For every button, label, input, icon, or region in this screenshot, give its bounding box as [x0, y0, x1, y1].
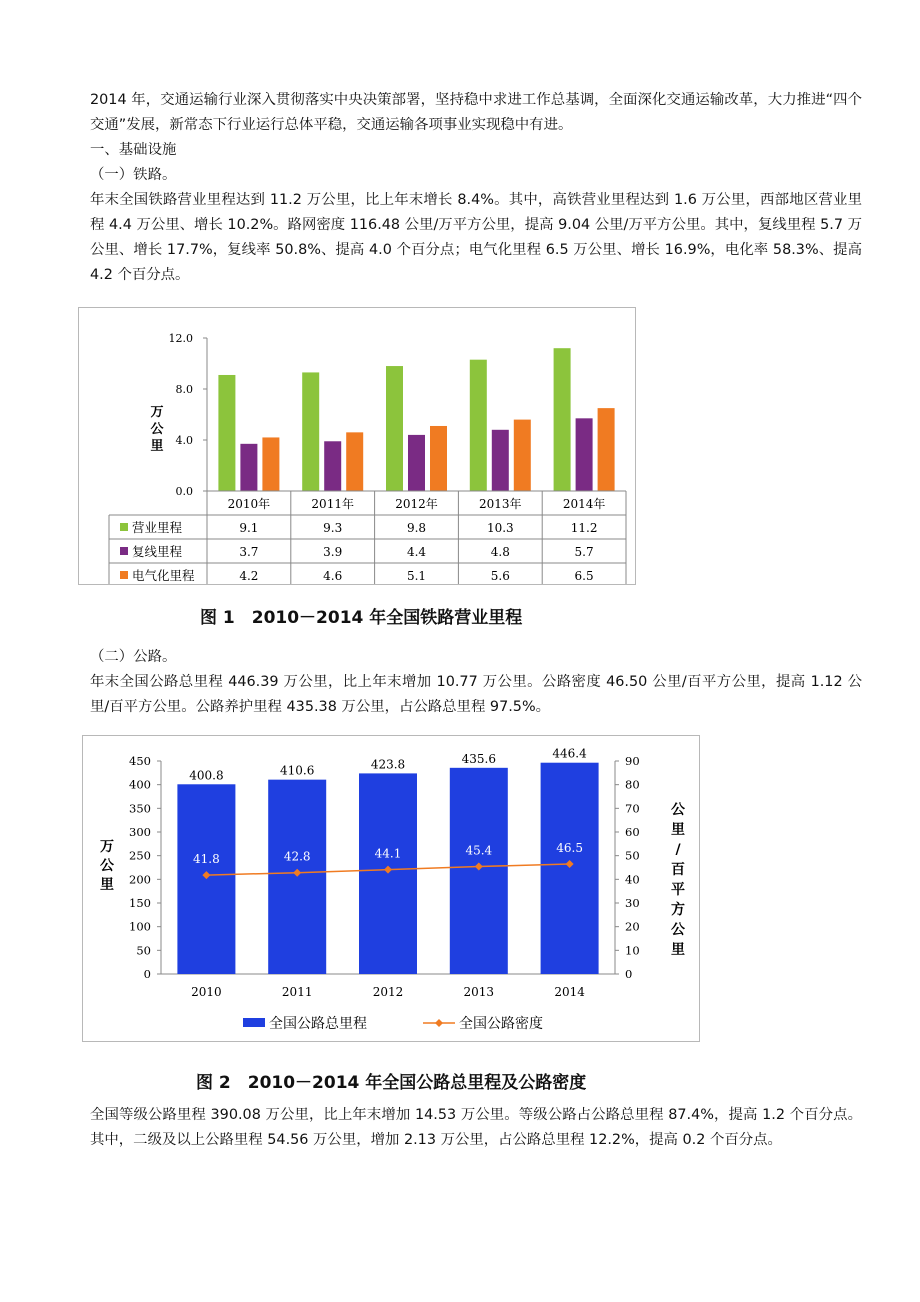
- category-label: 2011: [281, 985, 313, 999]
- bar-highway-total-2013: [450, 768, 508, 974]
- bar-复线里程-2014年: [576, 418, 593, 491]
- table-cell-value: 3.9: [323, 545, 343, 559]
- right-axis-label-char: 里: [671, 822, 685, 838]
- y-tick-label: 0.0: [175, 485, 193, 498]
- right-tick-label: 10: [625, 943, 640, 958]
- left-tick-label: 250: [129, 848, 151, 863]
- right-tick-label: 60: [625, 825, 640, 839]
- right-axis-label-char: /: [675, 842, 681, 858]
- category-label: 2014年: [562, 497, 606, 511]
- left-tick-label: 400: [129, 777, 151, 792]
- left-axis-label-char: 里: [100, 877, 114, 893]
- legend-swatch-电气化里程: [120, 571, 128, 579]
- table-cell-value: 9.1: [239, 521, 259, 535]
- density-data-label: 46.5: [556, 840, 583, 855]
- left-tick-label: 350: [129, 801, 151, 816]
- category-label: 2012: [372, 985, 404, 999]
- legend-label-复线里程: 复线里程: [132, 544, 183, 559]
- bar-复线里程-2012年: [408, 435, 425, 491]
- left-axis-label-char: 公: [100, 858, 114, 874]
- legend-label-highway-total: 全国公路总里程: [269, 1016, 367, 1032]
- y-tick-label: 8.0: [175, 383, 193, 396]
- bar-highway-total-2014: [541, 763, 599, 974]
- bar-复线里程-2011年: [324, 441, 341, 491]
- bar-data-label: 435.6: [461, 751, 496, 766]
- intro-paragraph: 2014 年，交通运输行业深入贯彻落实中央决策部署，坚持稳中求进工作总基调，全面深化交通运输改革，大力推进“四个交通”发展，新常态下行业运行总体平稳，交通运输各项事业实现稳中有进。: [90, 92, 862, 133]
- left-tick-label: 50: [136, 943, 151, 958]
- legend-swatch-复线里程: [120, 547, 128, 555]
- right-axis-label-char: 百: [671, 862, 685, 878]
- right-axis-label-char: 平: [671, 882, 685, 898]
- right-tick-label: 80: [625, 777, 640, 792]
- table-cell-value: 5.6: [490, 569, 510, 583]
- category-label: 2013: [463, 985, 495, 999]
- y-tick-label: 4.0: [175, 434, 193, 447]
- table-cell-value: 4.2: [239, 569, 259, 583]
- legend-marker-highway-density: [435, 1019, 443, 1027]
- bar-营业里程-2012年: [386, 366, 403, 491]
- category-label: 2011年: [311, 497, 354, 511]
- density-data-label: 44.1: [374, 846, 402, 861]
- bar-营业里程-2011年: [302, 372, 319, 491]
- bar-电气化里程-2012年: [430, 426, 447, 491]
- figure-1-caption: 图 1 2010－2014 年全国铁路营业里程: [200, 608, 523, 628]
- right-tick-label: 70: [625, 801, 640, 816]
- right-tick-label: 50: [625, 848, 640, 863]
- right-tick-label: 0: [625, 967, 633, 981]
- bar-电气化里程-2014年: [598, 408, 615, 491]
- rail-mileage-chart-svg: [79, 308, 635, 584]
- table-cell-value: 5.7: [574, 545, 594, 559]
- section-heading-infrastructure: 一、基础设施: [90, 142, 177, 158]
- bar-data-label: 410.6: [280, 763, 315, 778]
- bar-营业里程-2013年: [470, 360, 487, 491]
- right-axis-label-char: 公: [671, 922, 685, 938]
- legend-swatch-highway-total: [243, 1018, 265, 1027]
- table-cell-value: 3.7: [239, 545, 259, 559]
- right-axis-label-char: 方: [671, 902, 685, 918]
- left-tick-label: 450: [129, 754, 151, 768]
- density-data-label: 45.4: [465, 843, 493, 858]
- y-tick-label: 12.0: [168, 332, 193, 345]
- rail-mileage-chart: [78, 307, 636, 585]
- left-tick-label: 0: [143, 967, 151, 981]
- y-axis-label-char: 万: [150, 405, 164, 420]
- right-axis-label-char: 公: [671, 802, 685, 818]
- density-data-label: 42.8: [283, 849, 311, 864]
- bar-highway-total-2012: [359, 773, 417, 974]
- bar-highway-total-2011: [268, 780, 326, 974]
- bar-data-label: 400.8: [189, 768, 224, 783]
- highway-mileage-chart: [82, 735, 700, 1042]
- table-cell-value: 5.1: [406, 569, 427, 583]
- legend-label-营业里程: 营业里程: [132, 520, 183, 535]
- table-cell-value: 9.8: [406, 521, 427, 535]
- y-axis-label-char: 里: [150, 439, 164, 454]
- table-cell-value: 4.4: [406, 545, 427, 559]
- category-label: 2012年: [395, 497, 438, 511]
- rail-paragraph: 年末全国铁路营业里程达到 11.2 万公里，比上年末增长 8.4%。其中，高铁营业里程达到 1.6 万公里，西部地区营业里程 4.4 万公里、增长 10.2%。路网密度 116.48 公里/万平方公里，提高 9.04 公里/万平方公里。其中，复线里程 5.7 万公里、增长 17.7%，复线率 50.8%、提高 4.0 个百分点；电气化里程 6.5 万公里、增长 16.9%，电化率 58.3%、提高 4.2 个百分点。: [90, 192, 862, 283]
- left-tick-label: 150: [129, 896, 151, 910]
- bar-营业里程-2014年: [554, 348, 571, 491]
- category-label: 2014: [554, 985, 585, 999]
- legend-label-highway-density: 全国公路密度: [459, 1016, 543, 1032]
- right-tick-label: 20: [625, 919, 640, 934]
- category-label: 2010: [191, 985, 222, 999]
- table-cell-value: 6.5: [574, 569, 594, 583]
- road-heading: （二）公路。: [90, 649, 177, 665]
- table-cell-value: 9.3: [323, 521, 343, 535]
- density-data-label: 41.8: [193, 852, 220, 867]
- left-tick-label: 100: [129, 919, 151, 934]
- figure-2-caption: 图 2 2010－2014 年全国公路总里程及公路密度: [196, 1073, 587, 1093]
- bar-营业里程-2010年: [218, 375, 235, 491]
- bar-data-label: 446.4: [552, 746, 587, 761]
- table-cell-value: 4.6: [323, 569, 343, 583]
- category-label: 2010年: [227, 497, 271, 511]
- bar-复线里程-2010年: [240, 444, 257, 491]
- bar-highway-total-2010: [177, 784, 235, 974]
- right-tick-label: 90: [625, 754, 640, 768]
- bar-电气化里程-2013年: [514, 420, 531, 491]
- table-cell-value: 10.3: [486, 521, 514, 535]
- rail-heading: （一）铁路。: [90, 167, 177, 183]
- bar-data-label: 423.8: [370, 757, 406, 772]
- bar-电气化里程-2010年: [262, 437, 279, 491]
- left-axis-label-char: 万: [100, 839, 114, 855]
- category-label: 2013年: [479, 497, 522, 511]
- highway-mileage-chart-svg: [83, 736, 699, 1041]
- right-tick-label: 30: [625, 896, 640, 910]
- bar-复线里程-2013年: [492, 430, 509, 491]
- bar-电气化里程-2011年: [346, 432, 363, 491]
- legend-swatch-营业里程: [120, 523, 128, 531]
- table-cell-value: 11.2: [570, 521, 598, 535]
- right-axis-label-char: 里: [671, 942, 685, 958]
- graded-highway-paragraph: 全国等级公路里程 390.08 万公里，比上年末增加 14.53 万公里。等级公路占公路总里程 87.4%，提高 1.2 个百分点。其中，二级及以上公路里程 54.56 万公里，增加 2.13 万公里，占公路总里程 12.2%，提高 0.2 个百分点。: [90, 1107, 862, 1148]
- left-tick-label: 300: [129, 825, 151, 839]
- table-cell-value: 4.8: [490, 545, 510, 559]
- left-tick-label: 200: [129, 872, 151, 887]
- legend-label-电气化里程: 电气化里程: [132, 568, 195, 583]
- right-tick-label: 40: [625, 872, 640, 887]
- y-axis-label-char: 公: [150, 422, 164, 437]
- road-paragraph: 年末全国公路总里程 446.39 万公里，比上年末增加 10.77 万公里。公路密度 46.50 公里/百平方公里，提高 1.12 公里/百平方公里。公路养护里程 435.38 万公里，占公路总里程 97.5%。: [90, 674, 862, 715]
